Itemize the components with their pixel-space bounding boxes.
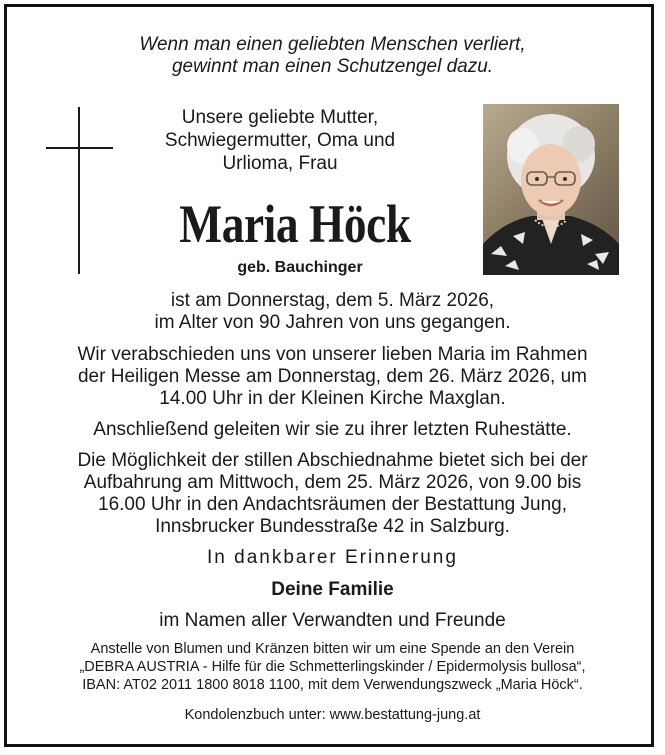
condolence-link[interactable]: Kondolenzbuch unter: www.bestattung-jung.at xyxy=(184,707,481,723)
donation-line-1: Anstelle von Blumen und Kränzen bitten wir um eine Spende an den Verein xyxy=(90,641,575,657)
deceased-name: Maria Höck xyxy=(179,194,411,254)
viewing-line-2: Aufbahrung am Mittwoch, dem 25. März 2026, von 9.00 bis xyxy=(83,472,582,493)
donation-line-2: „DEBRA AUSTRIA - Hilfe für die Schmetterlingskinder / Epidermolysis bullosa“, xyxy=(79,659,586,675)
viewing-line-3: 16.00 Uhr in den Andachtsräumen der Bestattung Jung, xyxy=(98,494,567,515)
donation-line-3: IBAN: AT02 2011 1800 8018 1100, mit dem Verwendungszweck „Maria Höck“. xyxy=(82,677,583,693)
signature-family: Deine Familie xyxy=(271,579,394,600)
viewing-line-4: Innsbrucker Bundesstraße 42 in Salzburg. xyxy=(155,516,510,537)
quote-line-1: Wenn man einen geliebten Menschen verliert, xyxy=(139,34,526,55)
maiden-name: geb. Bauchinger xyxy=(237,259,363,276)
farewell-line-1: Wir verabschieden uns von unserer lieben Maria im Rahmen xyxy=(77,344,588,365)
intro-line-2: Schwiegermutter, Oma und xyxy=(164,130,396,151)
intro-line-1: Unsere geliebte Mutter, xyxy=(181,107,379,128)
burial-line: Anschließend geleiten wir sie zu ihrer letzten Ruhestätte. xyxy=(93,419,572,440)
death-notice-line-2: im Alter von 90 Jahren von uns gegangen. xyxy=(154,312,511,333)
portrait-photo xyxy=(483,104,619,275)
intro-line-3: Urlioma, Frau xyxy=(222,153,338,174)
farewell-line-2: der Heiligen Messe am Donnerstag, dem 26. März 2026, um xyxy=(77,366,588,387)
death-notice-line-1: ist am Donnerstag, dem 5. März 2026, xyxy=(170,290,495,311)
remembrance-line: In dankbarer Erinnerung xyxy=(207,547,458,568)
quote-line-2: gewinnt man einen Schutzengel dazu. xyxy=(171,56,494,77)
viewing-line-1: Die Möglichkeit der stillen Abschiednahme bietet sich bei der xyxy=(77,450,588,471)
farewell-line-3: 14.00 Uhr in der Kleinen Kirche Maxglan. xyxy=(159,388,506,409)
relatives-line: im Namen aller Verwandten und Freunde xyxy=(159,610,506,631)
